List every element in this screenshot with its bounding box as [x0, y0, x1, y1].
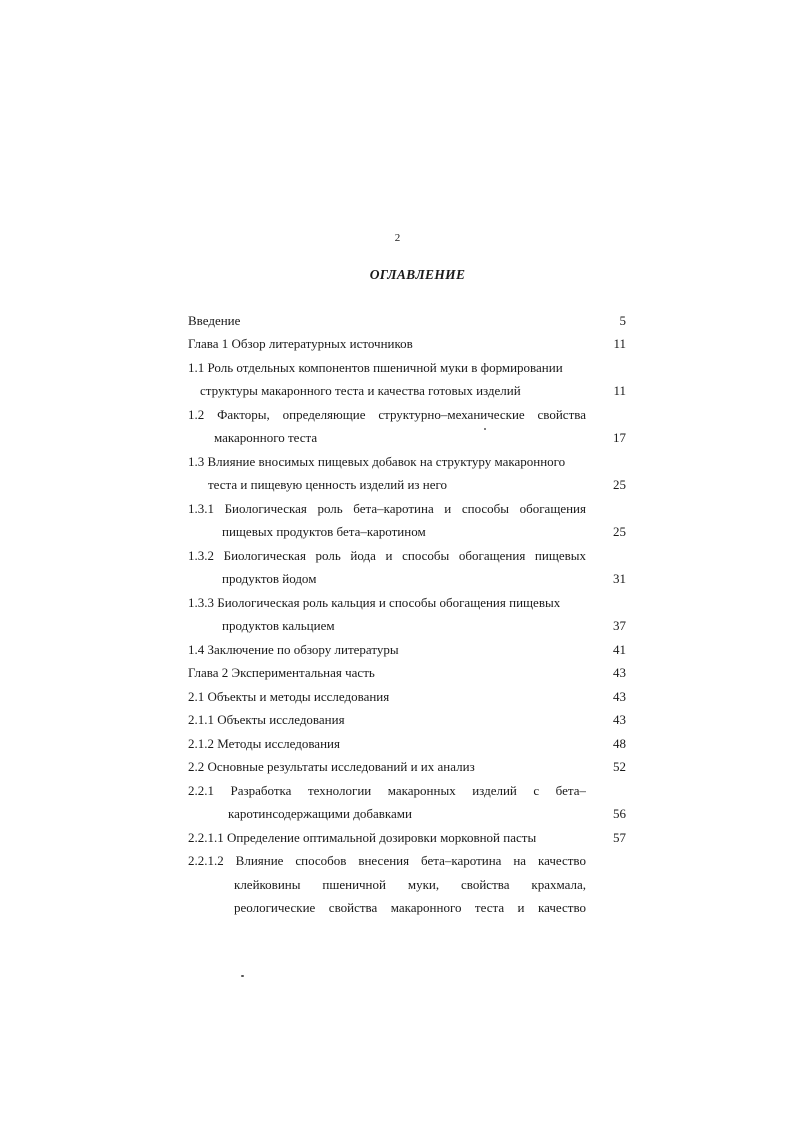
toc-entry-text: 1.3 Влияние вносимых пищевых добавок на структуру макаронного: [188, 454, 566, 469]
toc-entry[interactable]: [188, 852, 640, 870]
toc-entry-text: 2.2 Основные результаты исследований и их анализ: [188, 759, 475, 774]
toc-entry-page: 57: [613, 830, 626, 845]
toc-entry[interactable]: [188, 570, 640, 588]
toc-entry-page: 52: [613, 759, 626, 774]
toc-entry-page: 25: [613, 524, 626, 539]
toc-entry[interactable]: [188, 429, 640, 447]
toc-entry-text: 1.4 Заключение по обзору литературы: [188, 642, 399, 657]
toc-entry-text: Глава 1 Обзор литературных источников: [188, 336, 413, 351]
toc-entry[interactable]: [188, 359, 640, 377]
scan-speck: [241, 975, 244, 977]
toc-entry-text: Глава 2 Экспериментальная часть: [188, 665, 375, 680]
toc-entry-page: 41: [613, 642, 626, 657]
toc-entry[interactable]: [188, 711, 640, 729]
toc-entry-text: 2.2.1 Разработка технологии макаронных изделий с бета–: [188, 783, 586, 798]
toc-entry-page: 43: [613, 665, 626, 680]
toc-entry[interactable]: [188, 312, 640, 330]
toc-entry-page: 31: [613, 571, 626, 586]
toc-entry-text: 1.3.2 Биологическая роль йода и способы обогащения пищевых: [188, 548, 586, 563]
toc-entry-text: структуры макаронного теста и качества готовых изделий: [200, 383, 521, 398]
toc-entry-text: каротинсодержащими добавками: [228, 806, 412, 821]
toc-entry[interactable]: [188, 735, 640, 753]
toc-entry[interactable]: [188, 876, 640, 894]
toc-entry-text: 2.2.1.1 Определение оптимальной дозировки морковной пасты: [188, 830, 537, 845]
toc-entry[interactable]: [188, 617, 640, 635]
toc-entry-text: 2.2.1.2 Влияние способов внесения бета–каротина на качество: [188, 853, 586, 868]
toc-entry-page: 48: [613, 736, 626, 751]
toc-entry-page: 5: [619, 313, 626, 328]
toc-entry-text: Введение: [188, 313, 241, 328]
toc-entry-text: 1.3.3 Биологическая роль кальция и способы обогащения пищевых: [188, 595, 561, 610]
toc-entry[interactable]: [188, 664, 640, 682]
toc-entry[interactable]: [188, 758, 640, 776]
toc-entry[interactable]: [188, 382, 640, 400]
toc-entry[interactable]: [188, 688, 640, 706]
toc-entry-text: 2.1.1 Объекты исследования: [188, 712, 345, 727]
toc-entry-text: продуктов йодом: [222, 571, 317, 586]
toc-entry[interactable]: [188, 899, 640, 917]
toc-entry-text: продуктов кальцием: [222, 618, 335, 633]
scan-speck: [484, 428, 486, 430]
toc-entry[interactable]: [188, 594, 640, 612]
toc-entry-text: макаронного теста: [214, 430, 318, 445]
toc-entry[interactable]: [188, 406, 640, 424]
toc-entry-text: реологические свойства макаронного теста и качество: [234, 900, 586, 915]
toc-entry[interactable]: [188, 453, 640, 471]
toc-entry-text: теста и пищевую ценность изделий из него: [208, 477, 448, 492]
toc-entry[interactable]: [188, 547, 640, 565]
toc-entry-text: пищевых продуктов бета–каротином: [222, 524, 426, 539]
toc-entry-text: клейковины пшеничной муки, свойства крахмала,: [234, 877, 586, 892]
toc-entry-page: 11: [613, 336, 626, 351]
toc-entry-page: 37: [613, 618, 626, 633]
toc-entry-page: 43: [613, 712, 626, 727]
toc-entry[interactable]: [188, 641, 640, 659]
toc-entry[interactable]: [188, 476, 640, 494]
toc-entry-text: 2.1.2 Методы исследования: [188, 736, 340, 751]
toc-entry[interactable]: [188, 805, 640, 823]
toc-entry-page: 25: [613, 477, 626, 492]
toc-entry-page: 43: [613, 689, 626, 704]
toc-entry-text: 1.2 Факторы, определяющие структурно–механические свойства: [188, 407, 586, 422]
page-number: 2: [394, 232, 401, 244]
toc-entry-text: 1.3.1 Биологическая роль бета–каротина и способы обогащения: [188, 501, 586, 516]
toc-entry-text: 1.1 Роль отдельных компонентов пшеничной муки в формировании: [188, 360, 563, 375]
toc-entry-page: 11: [613, 383, 626, 398]
toc-entry[interactable]: [188, 782, 640, 800]
toc-entry-text: 2.1 Объекты и методы исследования: [188, 689, 390, 704]
toc-entry[interactable]: [188, 500, 640, 518]
toc-title: ОГЛАВЛЕНИЕ: [369, 267, 466, 282]
toc-entry-page: 56: [613, 806, 626, 821]
toc-entry-page: 17: [613, 430, 626, 445]
toc-entry[interactable]: [188, 335, 640, 353]
toc-entry[interactable]: [188, 829, 640, 847]
toc-entry[interactable]: [188, 523, 640, 541]
